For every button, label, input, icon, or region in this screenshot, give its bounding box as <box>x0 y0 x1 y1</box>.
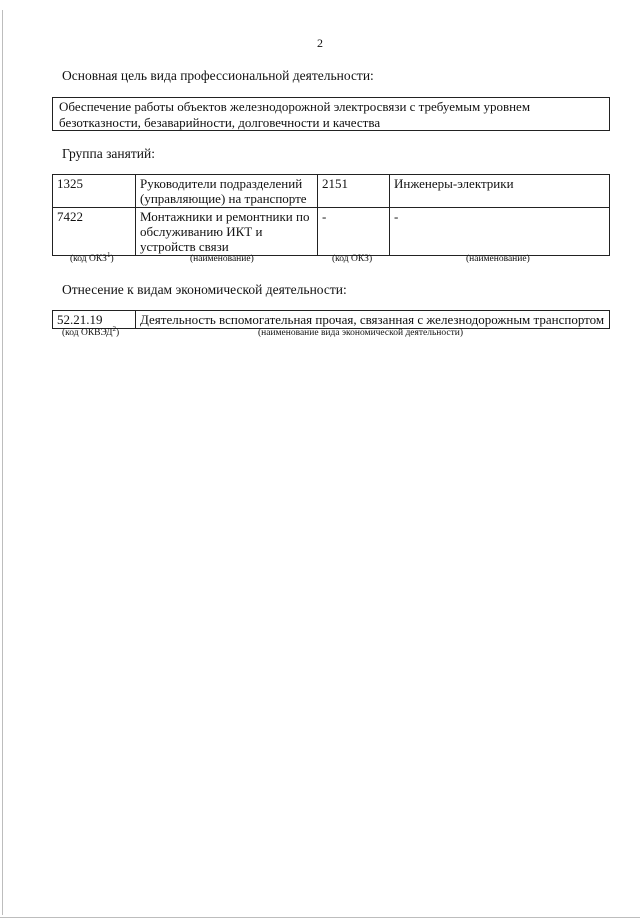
goal-text-box <box>52 97 610 131</box>
occupation-name-cell: Руководители подразделений (управляющие) на транспорте <box>136 175 318 208</box>
okz-code-cell: 1325 <box>53 175 136 208</box>
caption-name-2: (наименование) <box>466 254 530 264</box>
activity-name-cell: Деятельность вспомогательная прочая, связанная с железнодорожным транспортом <box>136 311 610 329</box>
caption-okz-code-2: (код ОКЗ) <box>332 254 373 264</box>
table-row <box>53 311 610 329</box>
scan-bottom-edge <box>0 917 640 918</box>
occupations-heading: Группа занятий: <box>62 146 155 161</box>
scan-left-edge <box>2 10 3 915</box>
table-row <box>53 175 610 208</box>
occupation-name-cell: Инженеры-электрики <box>390 175 610 208</box>
page-number: 2 <box>317 36 323 50</box>
okz-code-cell: - <box>318 208 390 256</box>
caption-okz-code-1: (код ОКЗ$^1$) <box>70 250 114 264</box>
goal-heading: Основная цель вида профессиональной деятельности: <box>62 68 374 83</box>
caption-name-1: (наименование) <box>190 254 254 264</box>
economic-table <box>52 310 610 329</box>
occupation-name-cell: Монтажники и ремонтники по обслуживанию ИКТ и устройств связи <box>136 208 318 256</box>
economic-heading: Отнесение к видам экономической деятельности: <box>62 282 347 297</box>
goal-text: Обеспечение работы объектов железнодорожной электросвязи с требуемым уровнем безотказности, безаварийности, долговечности и качества <box>59 99 531 130</box>
okz-code-cell: 7422 <box>53 208 136 256</box>
occupation-name-cell: - <box>390 208 610 256</box>
caption-okved-code: (код ОКВЭД$^2$) <box>62 324 120 338</box>
occupations-table <box>52 174 610 256</box>
okved-code-cell: 52.21.19 <box>53 311 136 329</box>
caption-activity-name: (наименование вида экономической деятельности) <box>258 328 463 338</box>
table-row <box>53 208 610 256</box>
okz-code-cell: 2151 <box>318 175 390 208</box>
